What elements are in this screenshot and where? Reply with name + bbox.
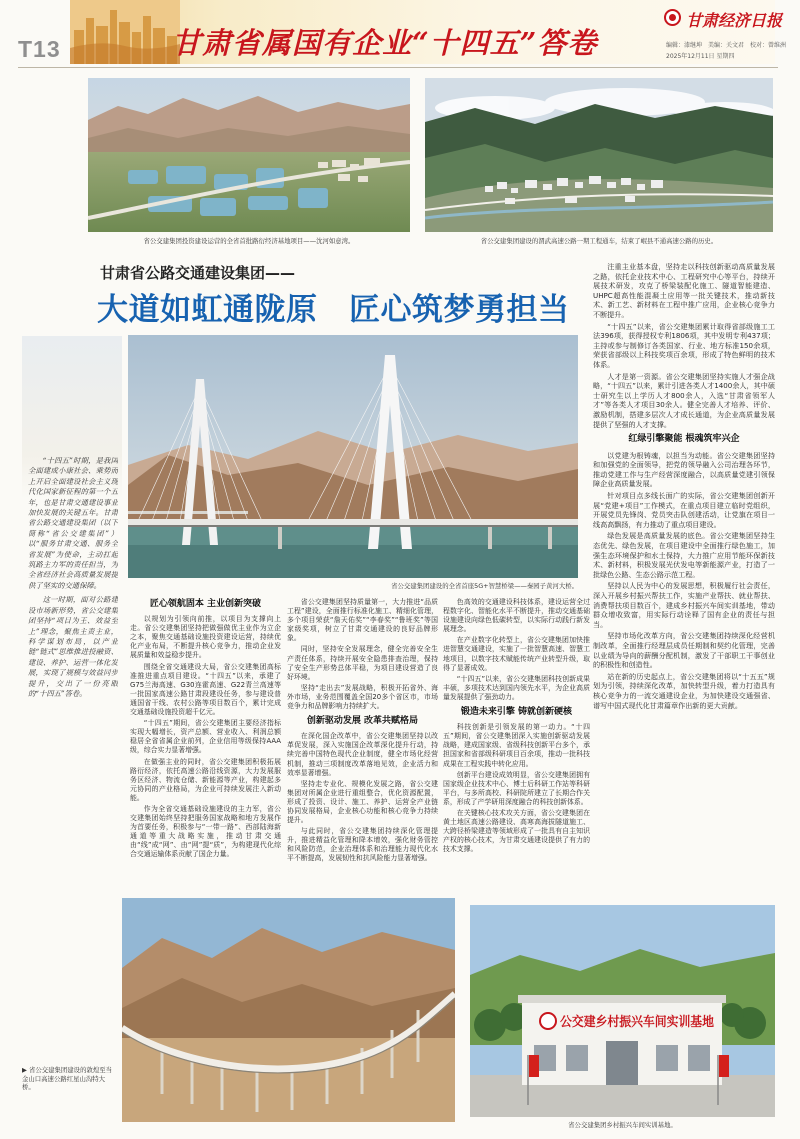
paragraph: 以党建为根铸魂，以担当为动能。省公交建集团坚持和加强党的全面领导，把党的领导融入公司治理各环节，推动党建工作与生产经营深度融合，以高质量党建引领保障企业高质量发展。	[593, 450, 775, 489]
article-column-1	[130, 598, 281, 890]
bridge-deck	[128, 519, 578, 525]
sidebar-intro	[28, 456, 118, 876]
paragraph: 创新平台建设成效明显，省公交建集团拥有国家级企业技术中心、博士后科研工作站等科研平台，与多所高校、科研院所建立了长期合作关系，形成了产学研用深度融合的科技创新体系。	[443, 770, 590, 806]
paragraph: 坚持走专业化、规模化发展之路，省公交建集团对所属企业进行重组整合，优化资源配置，形成了投资、设计、施工、养护、运营全产业链协同发展格局，企业核心功能和核心竞争力持续提升。	[287, 779, 438, 825]
paragraph: 科技创新是引领发展的第一动力。“十四五”期间，省公交建集团深入实施创新驱动发展战略，建成国家级、省级科技创新平台多个，承担国家和省部级科研项目百余项，推动一批科技成果在工程实践中转化应用。	[443, 723, 590, 768]
paragraph: 与此同时，省公交建集团持续深化管理提升，推进精益化管理和降本增效，强化财务管控和风险防范，企业治理体系和治理能力现代化水平不断提高，发展韧性和抗风险能力显著增强。	[287, 827, 438, 863]
paragraph: 站在新的历史起点上，省公交建集团将以“十五五”规划为引领，持续深化改革，加快转型升级，着力打造具有核心竞争力的一流交通建设企业，为加快建设交通强省、谱写中国式现代化甘肃篇章作出新的更大贡献。	[593, 671, 775, 710]
photo-viaduct	[122, 898, 455, 1122]
newspaper-name: 甘肃经济日报	[686, 11, 783, 30]
article-column-3	[443, 598, 590, 890]
paragraph: 绿色发展是高质量发展的底色。省公交建集团坚持生态优先、绿色发展，在项目建设中全面推行绿色施工，加强生态环境保护和水土保持，大力推广应用节能环保新技术、新材料，积极发展光伏发电等新能源产业，打造了一批绿色公路、生态公路示范工程。	[593, 531, 775, 579]
bridge-deck-shadow	[128, 525, 578, 527]
paragraph: “十四五”期间，省公交建集团主要经济指标实现大幅增长，资产总额、营业收入、利润总额稳居全省省属企业前列，企业信用等级保持AAA级，综合实力显著增强。	[130, 719, 281, 755]
article-column-right	[593, 262, 775, 890]
section-heading: 红绿引擎聚能 根魂筑牢兴企	[628, 434, 740, 445]
river-reflection	[128, 545, 578, 578]
photo-weiwu-expressway	[425, 78, 773, 232]
caption-bottom-right: 省公交建集团乡村振兴车间实训基地。	[568, 1121, 677, 1129]
paragraph: 针对项目点多线长面广的实际，省公交建集团创新开展“党建+项目”工作模式，在重点项目建立临时党组织，开展党员先锋岗、党员突击队创建活动，让党旗在项目一线高高飘扬，有力推动了重点项目建设。	[593, 491, 775, 529]
paragraph: 围绕全省交通建设大局，省公交建集团高标准推进重点项目建设。“十四五”以来，承建了G75兰海高速、G30连霍高速、G22青兰高速等一批国家高速公路甘肃段建设任务，参与建设普通国省干线、农村公路等项目数百个，累计完成交通基础设施投资超千亿元。	[130, 662, 281, 717]
photo-cable-stayed-bridge	[128, 335, 578, 578]
sidebar-paragraph: 这一时期，面对公路建设市场新形势，省公交建集团坚持“项目为王、效益至上”理念，聚焦主责主业，科学谋划布局，以产业链“链式”思维推进投融资、建设、养护、运营一体化发展，实现了规模与效益同步提升，交出了一份亮眼的“十四五”答卷。	[28, 595, 118, 698]
paragraph: 坚持市场化改革方向，省公交建集团持续深化经营机制改革，全面推行经理层成员任期制和契约化管理，完善以业绩为导向的薪酬分配机制，激发了干部职工干事创业的积极性和创造性。	[593, 631, 775, 670]
paragraph: 同时，坚持安全发展理念，健全完善安全生产责任体系，持续开展安全隐患排查治理，保持了安全生产形势总体平稳，为项目建设营造了良好环境。	[287, 645, 438, 681]
article-kicker: 甘肃省公路交通建设集团——	[100, 264, 296, 282]
section-heading: 匠心领航固本 主业创新突破	[149, 599, 262, 609]
section-heading: 创新驱动发展 改革共赋格局	[306, 716, 419, 727]
paragraph: 注重主业基本盘，坚持走以科技创新驱动高质量发展之路，依托企业技术中心、工程研究中心等平台，持续开展技术研发，攻克了桥梁装配化施工、隧道智能建造、UHPC超高性能混凝土应用等一批关键技术，推动新技术、新工艺、新材料在工程中推广应用，企业核心竞争力不断提升。	[593, 262, 775, 319]
sign-logo-icon	[540, 1013, 556, 1029]
paragraph: “十四五”以来，省公交建集团累计取得省部级施工工法396项，获得授权专利1806项，其中发明专利437项；主持或参与制修订各类国家、行业、地方标准150余项，荣获省部级以上科技奖项百余项，形成了特色鲜明的技术体系。	[593, 321, 775, 369]
article-headline: 大道如虹通陇原 匠心筑梦勇担当	[97, 292, 570, 328]
paragraph: 色高效的交通建设科技体系，建设运营全过程数字化、智能化水平不断提升，推动交通基础设施建设向绿色低碳转型，以实际行动践行新发展理念。	[443, 598, 590, 634]
paragraph: 在做强主业的同时，省公交建集团积极拓展路衍经济，依托高速公路沿线资源，大力发展服务区经济、物流仓储、新能源等产业，构建起多元协同的产业格局，为企业可持续发展注入新动能。	[130, 757, 281, 802]
editor-credits: 编辑：漆继坤 美编：关文君 校对：曾维洲	[666, 42, 787, 49]
paragraph: 坚持“走出去”发展战略，积极开拓省外、海外市场，业务范围覆盖全国20多个省区市，市场竞争力和品牌影响力持续扩大。	[287, 683, 438, 711]
paragraph: 在深化国企改革中，省公交建集团坚持以改革促发展，深入实施国企改革深化提升行动，持续完善中国特色现代企业制度，健全市场化经营机制，推动三项制度改革落地见效，企业活力和效率显著增强。	[287, 732, 438, 777]
section-heading: 锻造未来引擎 铸就创新硬核	[460, 707, 573, 718]
issue-date: 2025年12月11日 星期四	[666, 53, 735, 60]
paragraph: 坚持以人民为中心的发展思想，积极履行社会责任，深入开展乡村振兴帮扶工作，实施产业帮扶、就业帮扶、消费帮扶项目数百个，建成乡村振兴车间实训基地，带动群众增收致富，用实际行动诠释了国有企业的责任与担当。	[593, 581, 775, 629]
article-column-2	[287, 598, 438, 890]
paragraph: 在产业数字化转型上，省公交建集团加快推进智慧交通建设，实施了一批智慧高速、智慧工地项目，以数字技术赋能传统产业转型升级，取得了显著成效。	[443, 636, 590, 672]
page-number: T13	[18, 36, 61, 62]
paragraph: 以规划为引领向前推，以项目为支撑向上走。省公交建集团坚持把做强做优主业作为立企之本，聚焦交通基础设施投资建设运营，持续优化产业布局，不断提升核心竞争力，推动企业发展质量和效益稳步提升。	[130, 615, 281, 660]
header-divider	[18, 67, 778, 68]
skyline-graphic	[70, 0, 180, 64]
photo-road-economy-base	[88, 78, 410, 232]
caption-bridge: 省公交建集团建设的全省首座5G+智慧桥梁——秦园子黄河大桥。	[391, 582, 578, 590]
building-roof	[518, 995, 726, 1003]
paragraph: 在关键核心技术攻关方面，省公交建集团在黄土地区高速公路建设、高寒高海拔隧道施工、大跨径桥梁建造等领域形成了一批具有自主知识产权的核心技术，为甘肃交通建设提供了有力的技术支撑。	[443, 808, 590, 854]
caption-top-left: 省公交建集团投资建设运营的全省首批路衍经济基地项目——沈河如意湾。	[143, 237, 355, 245]
section-title: 甘肃省属国有企业“十四五”答卷	[172, 26, 598, 60]
paragraph: “十四五”以来，省公交建集团科技创新成果丰硕，多项技术达到国内领先水平，为企业高质量发展提供了强劲动力。	[443, 674, 590, 701]
paragraph: 作为全省交通基础设施建设的主力军，省公交建集团始终坚持把服务国家战略和地方发展作为首要任务，积极参与“一带一路”、西部陆海新通道等重大战略实施，推动甘肃交通由“线”成“网”、由“网”提“质”，为构建现代化综合交通运输体系贡献了国企力量。	[130, 804, 281, 859]
newspaper-logo-icon	[664, 9, 681, 26]
caption-top-right: 省公交建集团建设的渭武高速公路一期工程通车，结束了岷县不通高速公路的历史。	[480, 237, 718, 245]
caption-bottom-left: ▶ 省公交建集团建设的敦煌至当金山口高速公路红星山沟特大桥。	[22, 1066, 113, 1091]
sidebar-paragraph: “十四五”时期，是我国全面建成小康社会、乘势而上开启全面建设社会主义现代化国家新征程的第一个五年，也是甘肃交通建设事业加快发展的关键五年。甘肃省公路交通建设集团（以下简称“省公交建集团”）以“服务甘肃交通、服务全省发展”为使命，主动扛起筑路主力军的责任担当，为全省经济社会高质量发展提供了坚实的交通保障。	[28, 456, 118, 590]
paragraph: 人才是第一资源。省公交建集团坚持实施人才强企战略，“十四五”以来，累计引进各类人才1400余人，其中硕士研究生以上学历人才800余人，入选“甘肃省领军人才”等各类人才项目30余人。健全完善人才培养、评价、激励机制，搭建多层次人才成长通道，为企业高质量发展提供了坚强的人才支撑。	[593, 371, 775, 429]
paragraph: 省公交建集团坚持质量第一，大力推进“品质工程”建设，全面推行标准化施工、精细化管理，多个项目荣获“詹天佑奖”“李春奖”“鲁班奖”等国家级奖项，树立了甘肃交通建设的良好品牌形象。	[287, 598, 438, 643]
building-sign: 公交建乡村振兴车间实训基地	[560, 1015, 730, 1030]
photo-rural-workshop	[470, 905, 775, 1117]
